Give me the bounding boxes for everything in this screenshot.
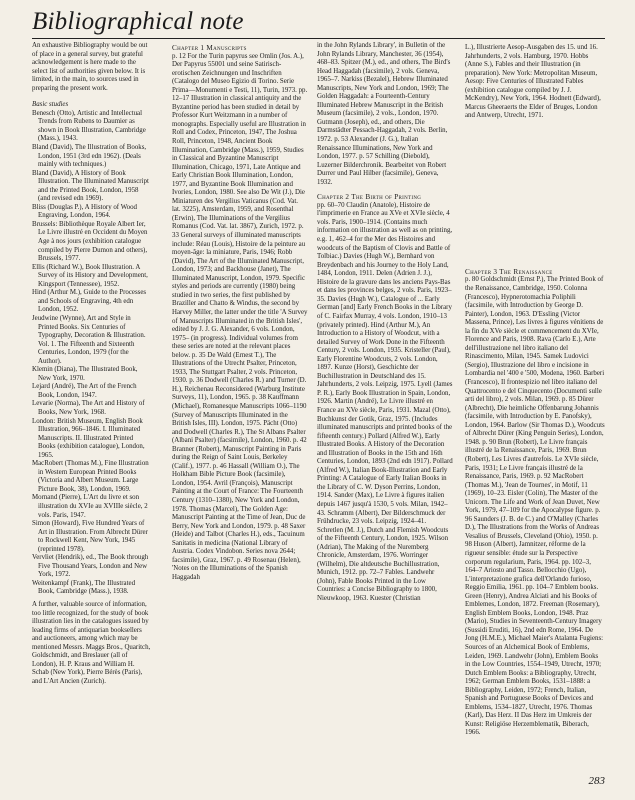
- bibliography-entry: Levarie (Norma), The Art and History of Books, New York, 1968.: [32, 400, 145, 416]
- bibliography-entry: Bliss (Douglas P.), A History of Wood Engraving, London, 1964.: [32, 203, 137, 220]
- section-heading-chapter-1: Chapter 1 Manuscripts: [172, 44, 247, 52]
- bibliography-entry: Jeudwine (Wynne), Art and Style in Printed Books. Six Centuries of Typography, Decoration & Illustration. Vol. 1. The Fifteenth and Sixteenth Centuries, London, 1979 (for the Author).: [32, 314, 146, 365]
- intro-paragraph: An exhaustive Bibliography would be out of place in a general survey, but grateful acknowledgement is here made to the select list of authorities given below. It is limited, in the main, to sources used in preparing the present work.: [32, 42, 148, 92]
- bibliography-entry: Bland (David), A History of Book Illustration. The Illuminated Manuscript and the Printed Book, London, 1958 (and revised edn 1969).: [32, 169, 149, 203]
- section-heading-chapter-2: Chapter 2 The Birth of Printing: [317, 193, 422, 202]
- bibliography-entry: London: British Museum, English Book Illustration, 966–1846. I. Illuminated Manuscripts. II. Illustrated Printed Books (exhibition catalogue), London, 1965.: [32, 417, 145, 459]
- chapter-2-notes-continued: L.), Illustrierte Aesop-Ausgaben des 15. und 16. Jahrhunderts, 2 vols. Hamburg, 1970. Hobbs (Anne S.), Fables and their Illustration (in preparation). New York: Metropolitan Museum, Aesop: Five Centuries of Illustrated Fables (exhibition catalogue compiled by J. J. McKendry), New York, 1964. Hodnett (Edward), Marcus Gheeraerts the Elder of Bruges, London and Antwerp, Utrecht, 1971.: [465, 44, 601, 120]
- column-3: [317, 42, 453, 782]
- bibliography-entry: Simon (Howard), Five Hundred Years of Art in Illustration. From Albrecht Dürer to Rockwell Kent, New York, 1945 (reprinted 1978).: [32, 520, 148, 553]
- column-gap: [465, 121, 605, 266]
- bibliography-entry: Mornand (Pierre), L'Art du livre et son illustration du XVIe au XVIIIe siècle, 2 vols. Paris, 1947.: [32, 494, 148, 519]
- column-1: [32, 42, 152, 782]
- bibliography-entry: Benesch (Otto), Artistic and Intellectual Trends from Rubens to Daumier as shown in Book Illustration, Cambridge (Mass.), 1943.: [32, 109, 146, 143]
- column-4: [465, 44, 605, 784]
- bibliography-entry: Klemin (Diana), The Illustrated Book, New York, 1970.: [32, 366, 138, 382]
- page-number: 283: [588, 775, 605, 787]
- basic-studies-list: [32, 110, 152, 597]
- title-rule: [32, 38, 605, 39]
- bibliography-entry: Hind (Arthur M.), Guide to the Processes and Schools of Engraving, 4th edn London, 1952.: [32, 289, 147, 314]
- bibliography-entry: Vervliet (Hendrik), ed., The Book through Five Thousand Years, London and New York, 1972.: [32, 554, 149, 579]
- chapter-1-notes-continued: in the John Rylands Library', in Bulletin of the John Rylands Library, Manchester, 36 (1954), 468–83. Spitzer (M.), ed., and others, The Bird's Head Haggadah (facsimile), 2 vols. Geneva, 1965–7. Narkiss (Bezalel), Hebrew Illuminated Manuscripts, New York and London, 1969; The Golden Haggadah: a Fourteenth-Century Illuminated Hebrew Manuscript in the British Museum (facsimile), 2 vols., London, 1970. Gutmann (Joseph), ed., and others, Die Darmstädter Pessach-Haggadah, 2 vols. Berlin, 1972. p. 53 Alexander (J. G.), Italian Renaissance Illuminations, New York and London, 1977. p. 57 Schilling (Diebold), Luzerner Bilderchronik. Bearbeitet von Robert Durrer und Paul Hilber (facsimile), Geneva, 1932.: [317, 42, 451, 186]
- bibliography-entry: Brussels: Bibliothèque Royale Albert Ier, Le Livre illustré en Occident du Moyen Age à nos jours (exhibition catalogue compiled by Pierre Dumon and others), Brussels, 1977.: [32, 220, 148, 263]
- page-title: Bibliographical note: [32, 8, 244, 35]
- bibliography-entry: Weitenkampf (Frank), The Illustrated Book, Cambridge (Mass.), 1938.: [32, 579, 136, 596]
- column-2: [172, 44, 308, 784]
- chapter-2-notes: pp. 60–70 Claudin (Anatole), Histoire de l'imprimerie en France au XVe et XVIe siècle, 4 vols. Paris, 1900–1914. (Contains much information on illustration as well as on printing, e.g. 1, 462–4 for the Mer des Histoires and woodcuts of the Baptism of Clovis and Battle of Tolbiac.) Davies (Hugh W.), Bernhard von Breydenbach and his Journey to the Holy Land, 1484, London, 1911. Delen (Adrien J. J.), Histoire de la gravure dans les anciens Pays-Bas et dans les provinces belges, 2 vols. Paris, 1923–35. Davies (Hugh W.), Catalogue of ... Early German [and] Early French Books in the Library of C. Fairfax Murray, 4 vols. London, 1910–13 (privately printed). Hind (Arthur M.), An Introduction to a History of Woodcut, with a detailed Survey of Work Done in the Fifteenth Century, 2 vols. London, 1935. Kristeller (Paul), Early Florentine Woodcuts, 2 vols. London, 1897. Kunze (Horst), Geschichte der Buchillustration in Deutschland des 15. Jahrhunderts, 2 vols. Leipzig, 1975. Lyell (James P. R.), Early Book Illustration in Spain, London, 1926. Martin (André), Le Livre illustré en France au XVe siècle, Paris, 1931. Mazal (Otto), Buchkunst der Gotik, Graz, 1975. (Includes illuminated manuscripts and printed books of the fifteenth century.) Pollard (Alfred W.), Early Illustrated Books. A History of the Decoration and Illustration of Books in the 15th and 16th Centuries, London, 1893 (2nd edn 1917). Pollard (Alfred W.), Italian Book-Illustration and Early Printing: A Catalogue of Early Italian Books in the Library of C. W. Dyson Perrins, London, 1914. Sander (Max), Le Livre à figures italien depuis 1467 jusqu'à 1530, 5 vols. Milan, 1942–43. Schramm (Albert), Der Bilderschmuck der Frühdrucke, 23 vols. Leipzig, 1924–41. Schretlen (M. J.), Dutch and Flemish Woodcuts of the Fifteenth Century, London, 1925. Wilson (Adrian), The Making of the Nuremberg Chronicle, Amsterdam, 1976. Worringer (Wilhelm), Die altdeutsche Buchillustration, Munich, 1912. pp. 72–7 Fables. Landwehr (John), Fable Books Printed in the Low Countries: a Concise Bibliography to 1800, Nieuwkoop, 1963. Kuester (Christian: [317, 201, 453, 602]
- bibliography-entry: Lejard (André), The Art of the French Book, London, 1947.: [32, 383, 137, 399]
- bibliography-entry: Bland (David), The Illustration of Books, London, 1951 (3rd edn 1962). (Deals mainly with techniques.): [32, 144, 147, 169]
- chapter-3-notes: p. 80 Goldschmidt (Ernst P.), The Printed Book of the Renaissance, Cambridge, 1950. Colonna (Francesco), Hypnerotomachia Poliphili (facsimile, with Introduction by George D. Painter), London, 1963. D'Essling (Victor Massena, Prince), Les livres à figures vénitiens de la fin du XVe siècle et commencement du XVIe, Florence and Paris, 1908. Rava (Carlo E.), Arte dell'illustrazione nel libro italiano del Rinascimento, Milan, 1945. Samek Ludovici (Sergio), Illustrazione del libro e incisione in Lombardia nel '400 e '500, Modena, 1960. Barberi (Francesco), Il frontespizio nel libro italiano del Quattrocento e del Cinquecento (Documenti sulle arti del libro), 2 vols. Milan, 1969. p. 85 Dürer (Albrecht), Die heimliche Offenbarung Johannis (facsimile, with Introduction by E. Panofsky), London, 1964. Barlow (Sir Thomas D.), Woodcuts of Albrecht Dürer (King Penguin Series), London, 1948. p. 90 Brun (Robert), Le Livre français illustré de la Renaissance, Paris, 1969. Brun (Robert), Les Livres d'autrefois. Le XVIe siècle, Paris, 1931; Le Livre français illustré de la Renaissance, Paris, 1969. p. 92 MacRobert (Thomas M.), 'Jean de Tournes', in Motif, 11 (1969), 10–23. Eisler (Colin), The Master of the Unicorn. The Life and Work of Jean Duvet, New York, 1979, 47–109 for the Apocalypse figure. p. 96 Saunders (J. B. de C.) and O'Malley (Charles D.), The Illustrations from the Works of Andreas Vesalius of Brussels, Cleveland (Ohio), 1950. p. 98 Huson (Albert), Jamnitzer, réforme de la rigueur sensible: étude sur la Perspective corporum regularium, Paris, 1964. pp. 102–3, 164–7 Ariosto and Tasso. Bellocchio (Ugo), L'interpretazione grafica dell'Orlando furioso, Reggio Emilia, 1961. pp. 104–7 Emblem books. Green (Henry), Andrea Alciati and his Books of Emblemes, London, 1872. Freeman (Rosemary), English Emblem Books, London, 1948. Praz (Mario), Studies in Seventeenth-Century Imagery (Sussidi Eruditi, 16), 2nd edn Rome, 1964. De Jong (H.M.E.), Michael Maier's Atalanta Fugiens: Sources of an Alchemical Book of Emblems, Leiden, 1969. Landwehr (John), Emblem Books in the Low Countries, 1554–1949, Utrecht, 1970; Dutch Emblem Books: a Bibliography, Utrecht, 1962; German Emblem Books, 1531–1888: a Bibliography, Leiden, 1972; French, Italian, Spanish and Portuguese Books of Devices and Emblems, 1534–1827, Utrecht, 1976. Thomas (Karl), Das Herz. II Das Herz im Umkreis der Kunst: Religiöse Herzemblematik, Biberach, 1966.: [465, 276, 605, 737]
- chapter-1-notes: p. 12 For the Turin papyrus see Omlin (Jos. A.), Der Papyrus 55001 und seine Satirisch-erotischen Zeichnungen und Inschriften (Catalogo del Museo Egizio di Torino. Serie Prima—Monumenti e Testi, 11), Turin, 1973. pp. 12–17 Illustration in classical antiquity and the Byzantine period has been studied in detail by Professor Kurt Weitzmann in a number of monographs. Especially useful are Illustration in Roll and Codex, Princeton, 1947, The Joshua Roll, Princeton, 1948, Ancient Book Illumination, Cambridge (Mass.), 1959, Studies in Classical and Byzantine Manuscript Illumination, Chicago, 1971, Late Antique and Early Christian Book Illumination, London, 1977, and Byzantine Book Illumination and Ivories, London, 1980. See also De Wit (J.), Die Miniaturen des Vergilius Vaticanus (Cod. Vat. lat. 3225), Amsterdam, 1959, and Rosenthal (Erwin), The Illuminations of the Vergilius Romanus (Cod. Vat. lat. 3867), Zurich, 1972. p. 33 General surveys of illuminated manuscripts include: Réau (Louis), Histoire de la peinture au moyen-âge: la miniature, Paris, 1946; Robb (David), The Art of the Illuminated Manuscript, London, 1973; and Backhouse (Janet), The Illuminated Manuscript, London, 1979. Specific styles and periods are currently (1980) being studied in two series, the first published by Braziller and Chatto & Windus, the second by Harvey Miller, the latter under the title 'A Survey of Manuscripts Illuminated in the British Isles', edited by J. J. G. Alexander, 6 vols. London, 1975– (in progress). Individual volumes from these series are noted at the relevant places below. p. 35 De Wald (Ernest T.), The Illustrations of the Utrecht Psalter, Princeton, 1933, The Stuttgart Psalter, 2 vols. Princeton, 1930. p. 36 Dodwell (Charles R.) and Turner (D. H.), Reichenau Reconsidered (Warburg Institute Surveys, 11), London, 1965. p. 38 Kauffmann (Michael), Romanesque Manuscripts 1066–1190 (Survey of Manuscripts Illuminated in the British Isles, III). London, 1975. Pächt (Otto) and Dodwell (Charles R.), The St Albans Psalter (Albani Psalter) (facsimile), London, 1960. p. 42 Branner (Robert), Manuscript Painting in Paris during the Reign of Saint Louis, Berkeley (Calif.), 1977. p. 46 Hassall (William O.), The Holkham Bible Picture Book (facsimile), London, 1954. Avril (François), Manuscript Painting at the Court of France: The Fourteenth Century (1310–1380), New York and London, 1978. Thomas (Marcel), The Golden Age: Manuscript Painting at the Time of Jean, Duc de Berry, New York and London, 1979. p. 48 Saxer (Heide) and Talbot (Charles H.), eds., Tacuinum Sanitatis in medicina (National Library of Austria. Codex Vindobon. Series nova 2644; facsimile), Graz, 1967. p. 49 Rosenau (Helen), 'Notes on the Illuminations of the Spanish Haggadah: [172, 52, 308, 581]
- bibliography-entry: MacRobert (Thomas M.), Fine Illustration in Western European Printed Books (Victoria and Albert Museum. Large Picture Book, 38), London, 1969.: [32, 460, 149, 493]
- basic-studies-heading: Basic studies: [32, 101, 69, 109]
- closing-paragraph: A further, valuable source of information, too little recognized, for the study of book illustration lies in the catalogues issued by leading firms of antiquarian booksellers and auctioneers, among which may be mentioned Messrs. Maggs Bros., Quaritch, Goldschmidt, and Breslauer (all of London), H. P. Kraus and William H. Schab (New York), Pierre Bérès (Paris), and L'Art Ancien (Zurich).: [32, 601, 151, 685]
- section-heading-chapter-3: Chapter 3 The Renaissance: [465, 267, 553, 276]
- bibliography-entry: Ellis (Richard W.), Book Illustration. A Survey of its History and Development, Kingsport (Tennessee), 1952.: [32, 263, 148, 288]
